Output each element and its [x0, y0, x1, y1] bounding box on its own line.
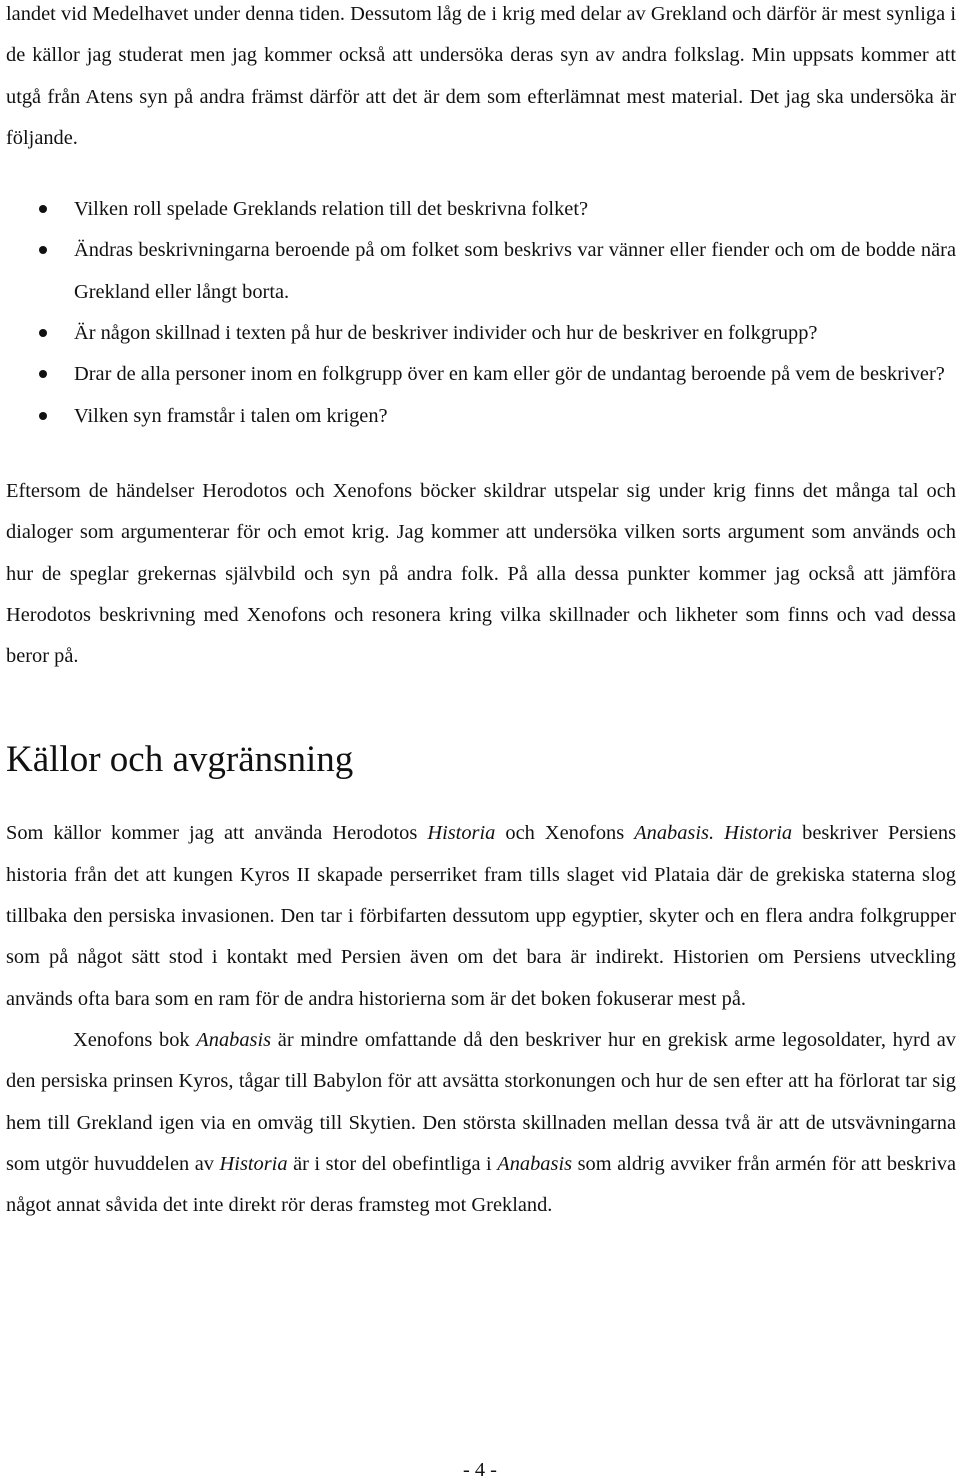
- book-title-historia: Historia: [219, 1152, 288, 1175]
- anabasis-text: som aldrig avviker från armén för att beskriva något annat såvida det inte direkt rör deras framsteg mot Grekland.: [6, 1152, 957, 1217]
- document-page: [6, 0, 956, 1226]
- sources-paragraph: [6, 813, 956, 1019]
- sources-text: beskriver Persiens historia från det att kungen Kyros II skapade perserriket fram tills slaget vid Plataia där de grekiska staterna slog tillbaka den persiska invasionen. Den tar i förbifarten dessutom upp egyptier, skyter och en flera andra folkgrupper som på något sätt stod i kontakt med Persien även om det bara är indirekt. Historien om Persiens utveckling används ofta bara som en ram för de andra historierna som är det boken fokuserar mest på.: [6, 822, 956, 1010]
- sources-text: och Xenofons: [495, 822, 635, 845]
- list-item: [6, 396, 956, 437]
- question-text: Vilken roll spelade Greklands relation till det beskrivna folket?: [74, 198, 589, 221]
- question-text: Ändras beskrivningarna beroende på om folket som beskrivs var vänner eller fiender och om de bodde nära Grekland eller långt borta.: [74, 239, 956, 303]
- book-title-anabasis: Anabasis: [497, 1152, 573, 1175]
- list-item: [6, 230, 956, 313]
- book-title-historia: Historia: [427, 822, 496, 845]
- method-paragraph: Eftersom de händelser Herodotos och Xenofons böcker skildrar utspelar sig under krig finns det många tal och dialoger som argumenterar för och emot krig. Jag kommer att undersöka vilken sorts argument som används och hur de speglar grekernas självbild och syn på andra folk. På alla dessa punkter kommer jag också att jämföra Herodotos beskrivning med Xenofons och resonera kring vilka skillnader och likheter som finns och vad dessa beror på.: [6, 479, 956, 668]
- intro-paragraph: landet vid Medelhavet under denna tiden. Dessutom låg de i krig med delar av Grekland och därför är mest synliga i de källor jag studerat men jag kommer också att undersöka deras syn av andra folkslag. Min uppsats kommer att utgå från Atens syn på andra främst därför att det är dem som efterlämnat mest material. Det jag ska undersöka är följande.: [6, 3, 956, 149]
- anabasis-text: är mindre omfattande då den beskriver hur en grekisk arme legosoldater, hyrd av den persiska prinsen Kyros, tågar till Babylon för att avsätta storkonungen och hur de sen efter att ha förlorat tar sig hem till Grekland igen via en omväg till Skytien. Den största skillnaden mellan dessa två är att de utsvävningarna som utgör huvuddelen av: [6, 1028, 956, 1175]
- research-questions-list: [6, 189, 956, 437]
- list-item: [6, 189, 956, 230]
- sources-text: Som källor kommer jag att använda Herodotos: [6, 822, 428, 845]
- question-text: Är någon skillnad i texten på hur de beskriver individer och hur de beskriver en folkgrupp?: [74, 322, 818, 345]
- section-heading: Källor och avgränsning: [6, 739, 354, 781]
- bullet-icon: [39, 412, 47, 420]
- book-title-anabasis: Anabasis: [196, 1028, 272, 1051]
- anabasis-paragraph: [6, 1020, 956, 1226]
- bullet-icon: [39, 246, 47, 254]
- bullet-icon: [39, 329, 47, 337]
- book-title-anabasis: Anabasis.: [634, 822, 715, 845]
- book-title-historia: Historia: [724, 822, 793, 845]
- question-text: Drar de alla personer inom en folkgrupp över en kam eller gör de undantag beroende på vem de beskriver?: [74, 363, 945, 386]
- sources-text: [714, 822, 724, 844]
- question-text: Vilken syn framstår i talen om krigen?: [74, 404, 388, 427]
- page-number: - 4 -: [463, 1459, 497, 1481]
- list-item: [6, 313, 956, 354]
- list-item: [6, 354, 956, 395]
- anabasis-text: Xenofons bok: [73, 1028, 197, 1051]
- bullet-icon: [39, 205, 47, 213]
- bullet-icon: [39, 370, 47, 378]
- anabasis-text: är i stor del obefintliga i: [287, 1152, 498, 1175]
